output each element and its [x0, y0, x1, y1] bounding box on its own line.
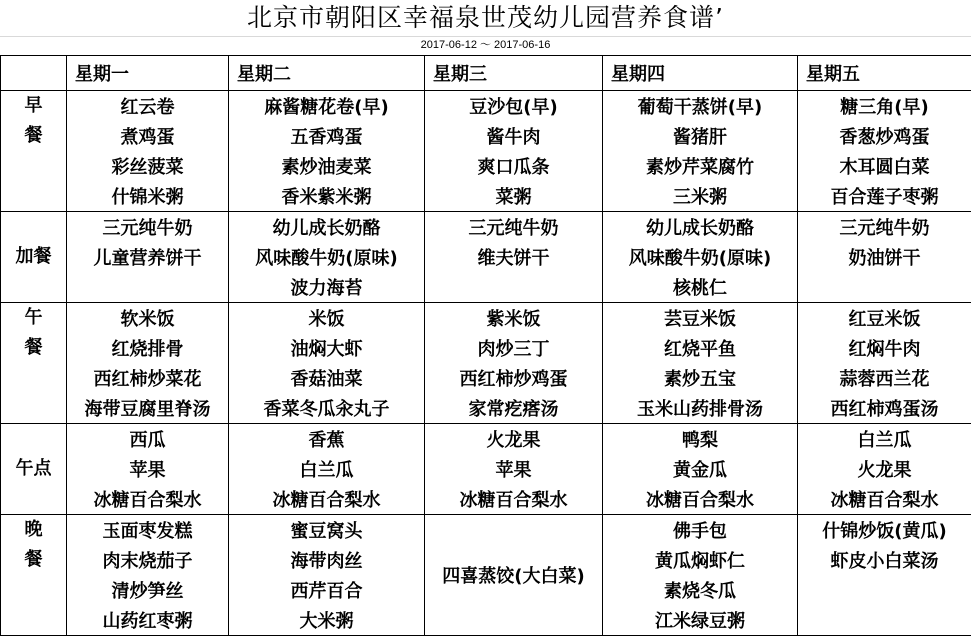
menu-cell: 蒜蓉西兰花 [798, 363, 971, 393]
meal-label-afternoon: 午点 [1, 424, 67, 515]
menu-cell: 软米饭 [67, 303, 229, 334]
menu-cell: 白兰瓜 [229, 454, 425, 484]
menu-cell: 苹果 [425, 454, 603, 484]
table-row [1, 181, 971, 212]
menu-cell: 冰糖百合梨水 [229, 484, 425, 515]
menu-cell: 红烧平鱼 [603, 333, 798, 363]
menu-cell: 肉炒三丁 [425, 333, 603, 363]
table-row [1, 272, 971, 303]
menu-cell: 素烧冬瓜 [603, 575, 798, 605]
menu-cell: 什锦炒饭(黄瓜) [798, 515, 971, 546]
menu-cell: 西芹百合 [229, 575, 425, 605]
menu-cell: 酱猪肝 [603, 121, 798, 151]
table-row [1, 515, 971, 546]
menu-cell: 苹果 [67, 454, 229, 484]
day-header: 星期三 [425, 56, 603, 91]
menu-cell: 奶油饼干 [798, 242, 971, 272]
menu-cell [425, 272, 603, 303]
menu-cell: 紫米饭 [425, 303, 603, 334]
table-row [1, 454, 971, 484]
menu-cell: 佛手包 [603, 515, 798, 546]
menu-cell: 蜜豆窝头 [229, 515, 425, 546]
menu-cell: 冰糖百合梨水 [798, 484, 971, 515]
menu-cell: 三米粥 [603, 181, 798, 212]
menu-cell: 玉面枣发糕 [67, 515, 229, 546]
menu-cell: 幼儿成长奶酪 [603, 212, 798, 243]
menu-cell: 儿童营养饼干 [67, 242, 229, 272]
menu-cell: 糖三角(早) [798, 91, 971, 122]
menu-cell: 彩丝菠菜 [67, 151, 229, 181]
menu-cell: 四喜蒸饺(大白菜) [425, 515, 603, 636]
menu-cell: 爽口瓜条 [425, 151, 603, 181]
menu-cell: 肉末烧茄子 [67, 545, 229, 575]
menu-cell: 素炒芹菜腐竹 [603, 151, 798, 181]
menu-cell: 菜粥 [425, 181, 603, 212]
table-row [1, 393, 971, 424]
menu-cell: 素炒油麦菜 [229, 151, 425, 181]
menu-cell [67, 272, 229, 303]
menu-cell: 西红柿炒菜花 [67, 363, 229, 393]
menu-cell: 风味酸牛奶(原味) [229, 242, 425, 272]
menu-cell: 黄瓜焖虾仁 [603, 545, 798, 575]
menu-cell: 冰糖百合梨水 [425, 484, 603, 515]
table-row [1, 333, 971, 363]
menu-cell: 米饭 [229, 303, 425, 334]
meal-label-lunch: 午 餐 [1, 303, 67, 424]
meal-label-breakfast: 早 餐 [1, 91, 67, 212]
menu-cell: 江米绿豆粥 [603, 605, 798, 636]
menu-cell: 香蕉 [229, 424, 425, 455]
menu-cell: 风味酸牛奶(原味) [603, 242, 798, 272]
page-title: 北京市朝阳区幸福泉世茂幼儿园营养食谱’ [0, 0, 971, 36]
menu-cell: 豆沙包(早) [425, 91, 603, 122]
menu-cell: 玉米山药排骨汤 [603, 393, 798, 424]
menu-cell: 三元纯牛奶 [425, 212, 603, 243]
menu-cell: 西红柿鸡蛋汤 [798, 393, 971, 424]
menu-cell: 三元纯牛奶 [798, 212, 971, 243]
menu-cell: 山药红枣粥 [67, 605, 229, 636]
table-row [1, 363, 971, 393]
menu-cell: 香葱炒鸡蛋 [798, 121, 971, 151]
menu-cell: 红烧排骨 [67, 333, 229, 363]
day-header: 星期五 [798, 56, 971, 91]
menu-cell: 火龙果 [425, 424, 603, 455]
menu-cell: 红云卷 [67, 91, 229, 122]
header-row [1, 56, 971, 91]
menu-cell: 红豆米饭 [798, 303, 971, 334]
menu-cell: 百合莲子枣粥 [798, 181, 971, 212]
menu-cell: 煮鸡蛋 [67, 121, 229, 151]
menu-cell: 香菇油菜 [229, 363, 425, 393]
menu-cell [798, 575, 971, 605]
day-header: 星期一 [67, 56, 229, 91]
date-range: 2017-06-12 ～ 2017-06-16 [0, 36, 971, 55]
meal-label-snack: 加餐 [1, 212, 67, 303]
menu-cell: 葡萄干蒸饼(早) [603, 91, 798, 122]
menu-cell: 白兰瓜 [798, 424, 971, 455]
menu-cell: 油焖大虾 [229, 333, 425, 363]
corner-cell [1, 56, 67, 91]
table-row [1, 151, 971, 181]
table-row [1, 91, 971, 122]
menu-cell: 什锦米粥 [67, 181, 229, 212]
menu-cell: 虾皮小白菜汤 [798, 545, 971, 575]
menu-cell: 黄金瓜 [603, 454, 798, 484]
table-row [1, 212, 971, 243]
menu-cell: 芸豆米饭 [603, 303, 798, 334]
menu-cell: 酱牛肉 [425, 121, 603, 151]
menu-cell: 冰糖百合梨水 [603, 484, 798, 515]
menu-cell: 核桃仁 [603, 272, 798, 303]
menu-cell: 鸭梨 [603, 424, 798, 455]
menu-cell: 海带豆腐里脊汤 [67, 393, 229, 424]
menu-cell: 西瓜 [67, 424, 229, 455]
table-row [1, 303, 971, 334]
meal-label-dinner: 晚 餐 [1, 515, 67, 636]
menu-cell: 冰糖百合梨水 [67, 484, 229, 515]
menu-cell: 三元纯牛奶 [67, 212, 229, 243]
menu-cell: 麻酱糖花卷(早) [229, 91, 425, 122]
menu-cell: 波力海苔 [229, 272, 425, 303]
menu-cell: 大米粥 [229, 605, 425, 636]
menu-cell: 香米紫米粥 [229, 181, 425, 212]
menu-cell: 清炒笋丝 [67, 575, 229, 605]
menu-cell: 红焖牛肉 [798, 333, 971, 363]
menu-cell: 家常疙瘩汤 [425, 393, 603, 424]
menu-cell [798, 605, 971, 636]
day-header: 星期二 [229, 56, 425, 91]
menu-cell [798, 272, 971, 303]
menu-cell: 素炒五宝 [603, 363, 798, 393]
table-row [1, 121, 971, 151]
menu-cell: 香菜冬瓜汆丸子 [229, 393, 425, 424]
menu-cell: 五香鸡蛋 [229, 121, 425, 151]
menu-cell: 维夫饼干 [425, 242, 603, 272]
table-row [1, 424, 971, 455]
menu-cell: 西红柿炒鸡蛋 [425, 363, 603, 393]
menu-cell: 幼儿成长奶酪 [229, 212, 425, 243]
menu-table [0, 55, 971, 636]
menu-cell: 木耳圆白菜 [798, 151, 971, 181]
menu-cell: 火龙果 [798, 454, 971, 484]
table-row [1, 484, 971, 515]
day-header: 星期四 [603, 56, 798, 91]
table-row [1, 242, 971, 272]
menu-cell: 海带肉丝 [229, 545, 425, 575]
